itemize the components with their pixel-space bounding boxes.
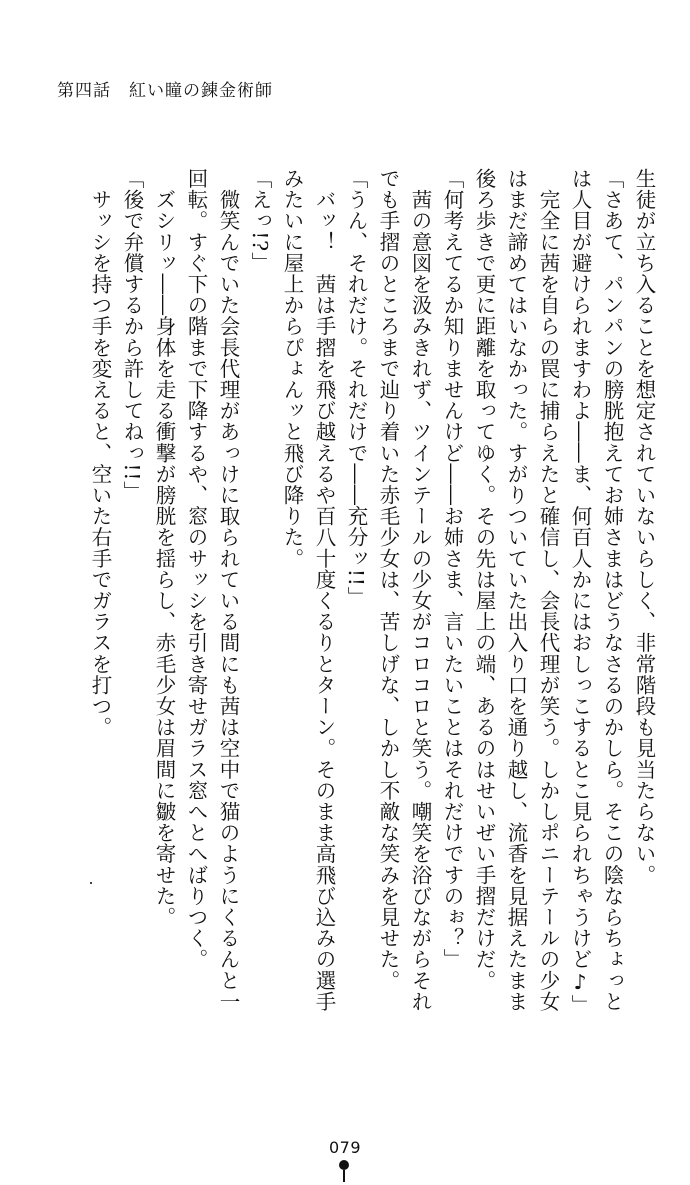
text-line: 茜の意図を汲みきれず、ツインテールの少女がコロコロと笑う。嘲笑を浴びながらそれ [408,168,432,1012]
text-line: 生徒が立ち入ることを想定されていないらしく、非常階段も見当たらない。 [632,168,656,886]
text-line: 回転。すぐ下の階まで下降するや、窓のサッシを引き寄せガラス窓へとへばりつく。 [184,168,208,970]
text-line: 「えっ!?」 [248,168,272,273]
text-line: 「うん、それだけ。それだけで――充分ッ!!」 [344,168,368,608]
page-marker-dot-icon [339,1160,349,1170]
chapter-label: 第四話 [57,81,111,101]
vertical-body-text [84,168,660,1058]
chapter-header [57,76,273,101]
text-line: バッ！ 茜は手摺を飛び越えるや百八十度くるりとターン。そのまま高飛び込みの選手 [312,168,336,1012]
text-line: 完全に茜を自らの罠に捕らえたと確信し、会長代理が笑う。しかしポニーテールの少女 [536,168,560,1012]
chapter-title: 紅い瞳の錬金術師 [129,81,273,101]
text-line: みたいに屋上からぴょんッと飛び降りた。 [280,168,304,569]
print-speck [90,882,92,884]
text-line: 「何考えてるか知りませんけど――お姉さま、言いたいことはそれだけですのぉ？」 [440,168,464,970]
text-line: 後ろ歩きで更に距離を取ってゆく。その先は屋上の端、あるのはせいぜい手摺だけだ。 [472,168,496,991]
text-line: はまだ諦めてはいなかった。すがりついていた出入り口を通り越し、流香を見据えたまま [504,168,528,1012]
text-line: でも手摺のところまで辿り着いた赤毛少女は、苦しげな、しかし不敵な笑みを見せた。 [376,168,400,991]
page-number: 079 [328,1138,362,1157]
text-line: 微笑んでいた会長代理があっけに取られている間にも茜は空中で猫のようにくるんと一 [216,168,240,1012]
text-line: 「さあて、パンパンの膀胱抱えてお姉さまはどうなさるのかしら。そこの陰ならちょっと [600,168,624,1012]
text-line: 「後で弁償するから許してねっ!!」 [120,168,144,503]
page-marker-line [343,1170,345,1182]
text-line: ズシリッ――身体を走る衝撃が膀胱を揺らし、赤毛少女は眉間に皺を寄せた。 [152,168,176,928]
text-line: は人目が避けられますわよ――ま、何百人かにはおしっこするとこ見られちゃうけど♪」 [568,168,592,1016]
text-line: サッシを持つ手を変えると、空いた右手でガラスを打つ。 [88,168,112,738]
